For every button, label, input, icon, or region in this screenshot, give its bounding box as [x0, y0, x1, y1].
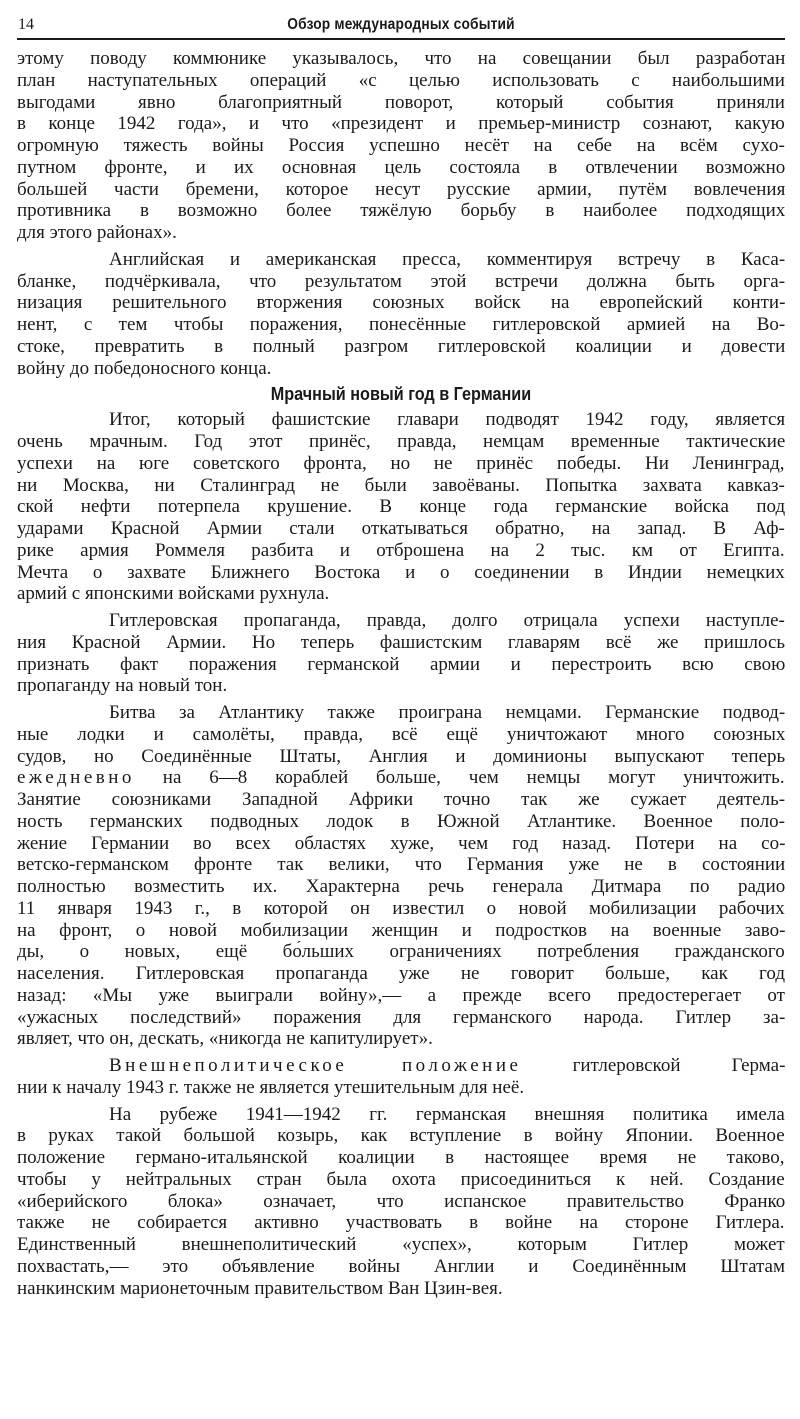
section-heading: Мрачный новый год в Германии — [270, 384, 532, 405]
text-line: Единственный внешнеполитический «успех», которым Гитлер может — [17, 1234, 785, 1255]
text-line: огромную тяжесть войны Россия успешно несёт на себе на всём сухо- — [17, 135, 785, 156]
text-line: противника в возможно более тяжёлую борьбу в наиболее подходящих — [17, 200, 785, 222]
text-line: на фронт, о новой мобилизации женщин и подростков на военные заво- — [17, 919, 785, 941]
text-line: в конце 1942 года», и что «президент и премьер-министр сознают, какую — [17, 113, 785, 135]
text-line: рике армия Роммеля разбита и отброшена на 2 тыс. км от Египта. — [17, 539, 785, 561]
text-line: в руках такой большой козырь, как вступление в войну Японии. Военное — [17, 1125, 785, 1147]
text-line: стоке, превратить в полный разгром гитлеровской коалиции и довести — [17, 335, 785, 357]
paragraph — [17, 48, 785, 244]
text-line: ния Красной Армии. Но теперь фашистским главарям всё же пришлось — [17, 631, 785, 653]
paragraph — [17, 702, 785, 1050]
text-line: низация решительного вторжения союзных войск на европейский конти- — [17, 292, 785, 314]
emphasized-word: ежедневно — [17, 767, 135, 789]
text-line: нент, с тем чтобы поражения, понесённые гитлеровской армией на Во- — [17, 314, 785, 335]
text-line: ность германских подводных лодок в Южной Атлантике. Военное поло- — [17, 810, 785, 832]
text-line: большей части бремени, которое несут русские армии, путём вовлечения — [17, 178, 785, 200]
text-line: Гитлеровская пропаганда, правда, долго отрицала успехи наступле- — [109, 610, 785, 631]
text-line: являет, что он, дескать, «никогда не капитулирует». — [17, 1028, 433, 1050]
text-line: этому поводу коммюнике указывалось, что на совещании был разработан — [17, 48, 785, 69]
running-title: Обзор международных событий — [287, 16, 515, 33]
text-line: очень мрачным. Год этот принёс, правда, немцам временные тактические — [17, 431, 785, 452]
text-line: населения. Гитлеровская пропаганда уже не говорит больше, как год — [17, 963, 785, 984]
text-line: похвастать,— это объявление войны Англии и Соединённым Штатам — [17, 1255, 785, 1277]
text-line: судов, но Соединённые Штаты, Англия и доминионы выпускают теперь — [17, 745, 785, 767]
text-line: ды, о новых, ещё бо́льших ограничениях потребления гражданского — [17, 941, 785, 963]
paragraph — [17, 1104, 785, 1300]
text-line: Итог, который фашистские главари подводят 1942 году, является — [109, 409, 785, 431]
paragraph — [17, 1055, 785, 1099]
text-line: Мечта о захвате Ближнего Востока и о соединении в Индии немецких — [17, 561, 785, 583]
text-line — [17, 1055, 785, 1077]
text-line: жение Германии во всех областях хуже, чем год назад. Потери на со- — [17, 832, 785, 854]
text-line: На рубеже 1941—1942 гг. германская внешняя политика имела — [109, 1103, 785, 1125]
text-line: полностью возместить их. Характерна речь генерала Дитмара по радио — [17, 876, 785, 897]
text-line: «иберийского блока» означает, что испанское правительство Франко — [17, 1190, 785, 1212]
paragraph — [17, 249, 785, 380]
page-number: 14 — [18, 16, 34, 33]
text-line: выгодами явно благоприятный поворот, который события приняли — [17, 91, 785, 113]
text-line: войну до победоносного конца. — [17, 357, 272, 379]
text-line: нии к началу 1943 г. также не является утешительным для неё. — [17, 1076, 525, 1098]
text-line: Битва за Атлантику также проиграна немцами. Германские подвод- — [109, 702, 785, 723]
paragraph — [17, 610, 785, 697]
text-line: путном фронте, и их основная цель состояла в отвлечении возможно — [17, 156, 785, 178]
text-line: нанкинским марионеточным правительством Ван Цзин-вея. — [17, 1277, 503, 1299]
text-line: также не собирается активно участвовать в войне на стороне Гитлера. — [17, 1212, 785, 1234]
text-line: 11 января 1943 г., в которой он известил о новой мобилизации рабочих — [17, 897, 785, 919]
text-line: успехи на юге советского фронта, но не принёс победы. Ни Ленинград, — [17, 452, 785, 474]
paragraph — [17, 409, 785, 605]
text-line: «ужасных последствий» поражения для германского народа. Гитлер за- — [17, 1006, 785, 1028]
text-line: ни Москва, ни Сталинград не были завоёваны. Попытка захвата кавказ- — [17, 474, 785, 496]
text-line: для этого районах». — [17, 222, 177, 243]
text-line: чтобы у нейтральных стран была охота присоединиться к ней. Создание — [17, 1168, 785, 1190]
text-line: ные лодки и самолёты, правда, всё ещё уничтожают много союзных — [17, 723, 785, 745]
text-line: пропаганду на новый тон. — [17, 675, 228, 697]
text-line: Занятие союзниками Западной Африки точно так же сужает деятель- — [17, 789, 785, 810]
text-line: ударами Красной Армии стали откатываться обратно, на запад. В Аф- — [17, 518, 785, 539]
text-line: план наступательных операций «с целью использовать с наибольшими — [17, 69, 785, 91]
text-line: назад: «Мы уже выиграли войну»,— а прежде всего предостерегает от — [17, 984, 785, 1006]
text-line: ской нефти потерпела крушение. В конце года германские войска под — [17, 496, 785, 518]
text-line: армий с японскими войсками рухнула. — [17, 583, 330, 605]
emphasized-phrase: Внешнеполитическое положение — [109, 1055, 522, 1076]
line-rest: гитлеровской Герма- — [572, 1055, 785, 1076]
text-line: положение германо-итальянской коалиции в настоящее время не таково, — [17, 1147, 785, 1168]
text-line: Английская и американская пресса, комментируя встречу в Каса- — [109, 248, 785, 270]
text-line: ветско-германском фронте так велики, что Германия уже не в состоянии — [17, 854, 785, 876]
line-rest: на 6—8 кораблей больше, чем немцы могут уничтожить. — [162, 767, 785, 789]
text-line: признать факт поражения германской армии и перестроить всю свою — [17, 653, 785, 675]
running-header — [17, 12, 785, 40]
text-line: бланке, подчёркивала, что результатом этой встречи должна быть орга- — [17, 270, 785, 292]
body-text — [17, 48, 785, 1299]
text-line — [17, 767, 785, 789]
